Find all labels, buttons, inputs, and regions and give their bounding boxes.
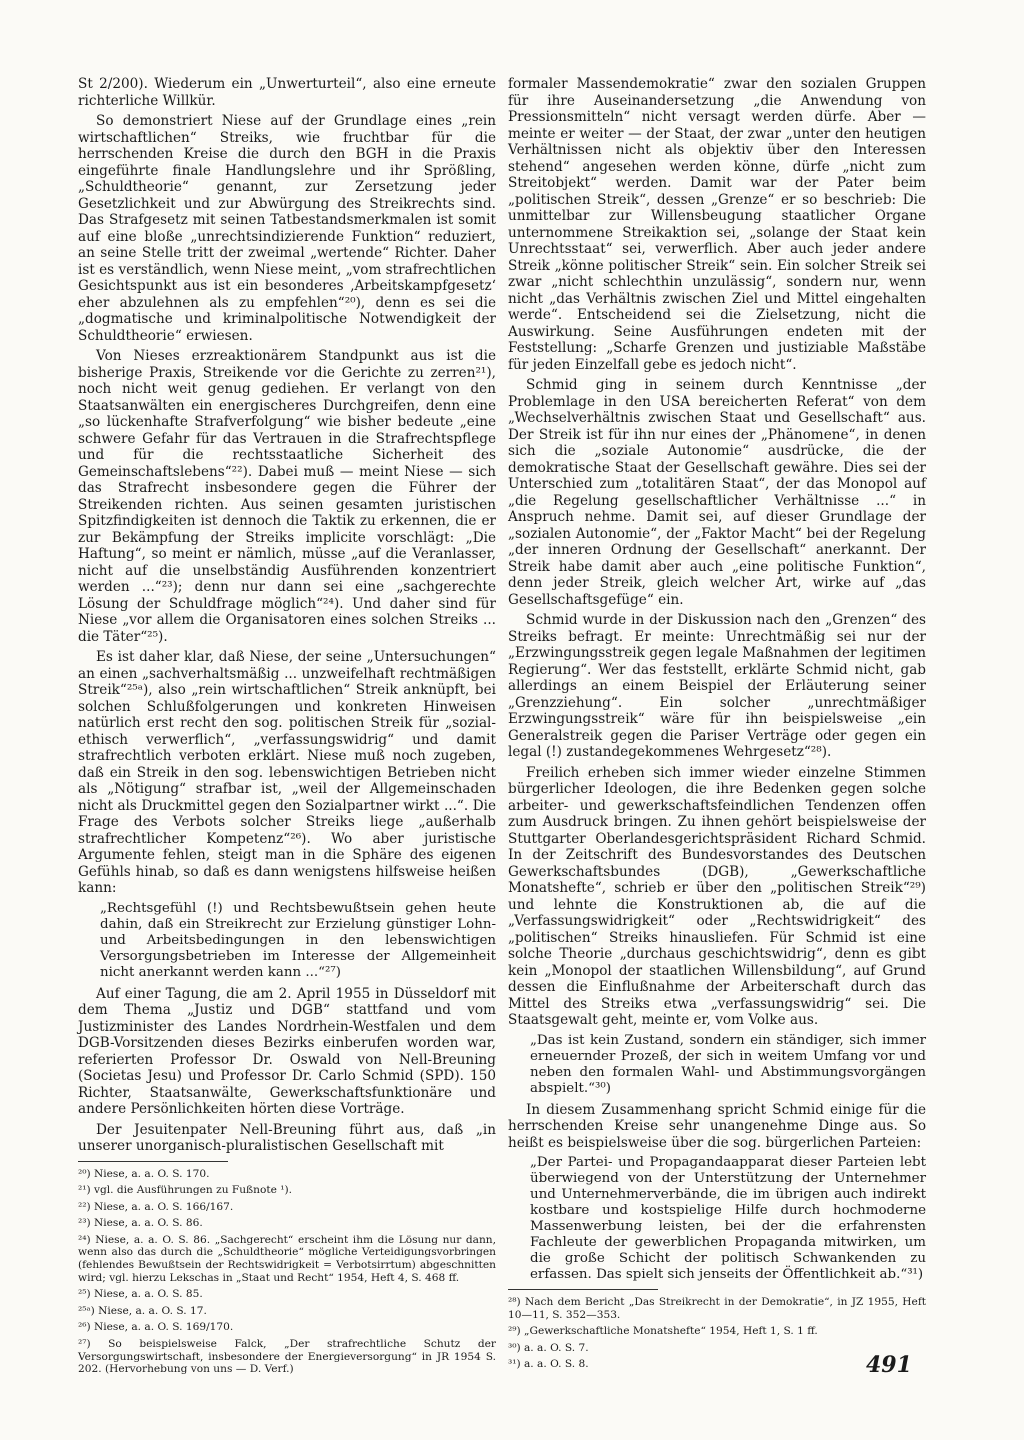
paragraph: In diesem Zusammenhang spricht Schmid einige für die herrschenden Kreise sehr unangenehme Dinge aus. So heißt es beispielsweise über die sog. bürgerlichen Parteien: <box>508 1101 926 1151</box>
footnote: ³¹) a. a. O. S. 8. <box>508 1358 589 1371</box>
paragraph: formaler Massendemokratie“ zwar den sozialen Gruppen für ihre Auseinandersetzung „die Anwendung von Pressionsmitteln“ nicht versagt werden dürfe. Aber — meinte er weiter — der Staat, der zwar „unter den heutigen Verhältnissen nicht als objektiv über den Interessen stehend“ angesehen werden könne, dürfe „nicht zum Streitobjekt“ werden. Damit war der Pater beim „politischen Streik“, dessen „Grenze“ er so beschrieb: Die unmittelbar zur Willensbeugung staatlicher Organe unternommene Streikaktion sei, „solange der Staat kein Unrechtsstaat“ sei, verwerflich. Aber auch jeder andere Streik „könne politischer Streik“ sein. Ein solcher Streik sei zwar „nicht schlechthin unzulässig“, sondern nur, wenn nicht „das Verhältnis zwischen Ziel und Mittel eingehalten werde“. Entscheidend sei die Zielsetzung, nicht die Auswirkung. Seine Ausführungen endeten mit der Feststellung: „Scharfe Grenzen und justiziable Maßstäbe für jeden Einzelfall gebe es jedoch nicht“. <box>508 76 926 373</box>
footnote: ²⁴) Niese, a. a. O. S. 86. „Sachgerecht“ erscheint ihm die Lösung nur dann, wenn also das durch die „Schuldtheorie“ mögliche Verteidigungsvorbringen (fehlendes Bewußtsein der Rechtswidrigkeit = Verbotsirrtum) abgeschnitten wird; vgl. hierzu Lekschas in „Staat und Recht“ 1954, Heft 4, S. 468 ff. <box>78 1233 496 1284</box>
paragraph: St 2/200). Wiederum ein „Unwerturteil“, also eine erneute richterliche Willkür. <box>78 76 496 109</box>
footnote: ²³) Niese, a. a. O. S. 86. <box>78 1217 203 1230</box>
block-quote: „Der Partei- und Propagandaapparat dieser Parteien lebt überwiegend von der Unterstützung der Unternehmer und Unternehmerverbände, die im übrigen auch indirekt kostbare und kostspielige Hilfe durch hochmoderne Massenwerbung leisten, bei der die erfahrensten Fachleute der gewerblichen Propaganda mitwirken, um die große Schicht der politisch Schwankenden zu erfassen. Das spielt sich jenseits der Öffentlichkeit ab.“³¹) <box>530 1155 926 1282</box>
footnote: ²²) Niese, a. a. O. S. 166/167. <box>78 1200 234 1213</box>
footnote: ²⁸) Nach dem Bericht „Das Streikrecht in der Demokratie“, in JZ 1955, Heft 10—11, S. 352—353. <box>508 1296 926 1321</box>
paragraph: Auf einer Tagung, die am 2. April 1955 in Düsseldorf mit dem Thema „Justiz und DGB“ stattfand und vom Justizminister des Landes Nordrhein-Westfalen und dem DGB-Vorsitzenden dieses Bezirks einberufen worden war, referierten Professor Dr. Oswald von Nell-Breuning (Societas Jesu) und Professor Dr. Carlo Schmid (SPD). 150 Richter, Staatsanwälte, Gewerkschaftsfunktionäre und andere Persönlichkeiten hörten diese Vorträge. <box>78 985 496 1117</box>
right-column <box>508 76 926 1375</box>
paragraph: Von Nieses erzreaktionärem Standpunkt aus ist die bisherige Praxis, Streikende vor die Gerichte zu zerren²¹), noch nicht weit genug gediehen. Er verlangt von den Staatsanwälten ein energischeres Durchgreifen, denn eine „so lückenhafte Strafverfolgung“ wie bisher bedeute „eine schwere Gefahr für das Vertrauen in die Strafrechtspflege und für die rechtsstaatliche Sicherheit des Gemeinschaftslebens“²²). Dabei muß — meint Niese — sich das Strafrecht insbesondere gegen die Führer der Streikenden richten. Aus seinen gesamten juristischen Spitzfindigkeiten ist dennoch die Taktik zu erkennen, die er zur Bekämpfung der Streiks implicite vorschlägt: „Die Haftung“, so meint er nämlich, müsse „auf die Veranlasser, nicht auf die unselbständig Ausführenden konzentriert werden ...“²³); denn nur dann sei eine „sachgerechte Lösung der Schuldfrage möglich“²⁴). Und daher sind für Niese „vor allem die Organisatoren eines solchen Streiks ... die Täter“²⁵). <box>78 348 496 645</box>
footnote: ²⁵ᵃ) Niese, a. a. O. S. 17. <box>78 1304 207 1317</box>
paragraph: Schmid wurde in der Diskussion nach den „Grenzen“ des Streiks befragt. Er meinte: Unrechtmäßig sei nur der „Erzwingungsstreik gegen legale Maßnahmen der legitimen Regierung“. Wer das feststellt, erklärte Schmid nicht, gab allerdings an einem Beispiel der Erläuterung seiner „Grenzziehung“. Ein solcher „unrechtmäßiger Erzwingungsstreik“ wäre für ihn beispielsweise „ein Generalstreik gegen die Pariser Verträge oder gegen ein legal (!) zustandegekommenes Wehrgesetz“²⁸). <box>508 612 926 760</box>
footnote-list <box>78 1168 496 1376</box>
left-column <box>78 76 496 1380</box>
page-number: 491 <box>866 1352 912 1378</box>
footnote: ³⁰) a. a. O. S. 7. <box>508 1341 589 1354</box>
paragraph: Es ist daher klar, daß Niese, der seine „Untersuchungen“ an einen „sachverhaltsmäßig ... unzweifelhaft rechtmäßigen Streik“²⁵ᵃ), also „rein wirtschaftlichen“ Streik anknüpft, bei solchen Schlußfolgerungen und konkreten Hinweisen natürlich erst recht den sog. politischen Streik für „sozial-ethisch verwerflich“, „verfassungswidrig“ und damit strafrechtlich verboten erklärt. Niese muß noch zugeben, daß ein Streik in den sog. lebenswichtigen Betrieben nicht als „Nötigung“ strafbar ist, „weil der Allgemeinschaden nicht als Druckmittel gegen den Sozialpartner wirkt ...“. Die Frage des Verbots solcher Streiks liege „außerhalb strafrechtlicher Kompetenz“²⁶). Wo aber juristische Argumente fehlen, steigt man in die Sphäre des eigenen Gefühls hinab, so daß es dann wenigstens hilfsweise heißen kann: <box>78 649 496 896</box>
footnote-divider <box>78 1161 228 1162</box>
footnote: ²⁶) Niese, a. a. O. S. 169/170. <box>78 1321 234 1334</box>
paragraph: Der Jesuitenpater Nell-Breuning führt aus, daß „in unserer unorganisch-pluralistischen Gesellschaft mit <box>78 1121 496 1154</box>
block-quote: „Das ist kein Zustand, sondern ein ständiger, sich immer erneuernder Prozeß, der sich in weitem Umfang vor und neben den formalen Wahl- und Abstimmungsvorgängen abspielt.“³⁰) <box>530 1032 926 1096</box>
paragraph: Freilich erheben sich immer wieder einzelne Stimmen bürgerlicher Ideologen, die ihre Bedenken gegen solche arbeiter- und gewerkschaftsfeindlichen Tendenzen offen zum Ausdruck bringen. Zu ihnen gehört beispielsweise der Stuttgarter Oberlandesgerichtspräsident Richard Schmid. In der Zeitschrift des Bundesvorstandes des Deutschen Gewerkschaftsbundes (DGB), „Gewerkschaftliche Monatshefte“, schrieb er über den „politischen Streik“²⁹) und lehnte die Konstruktionen ab, die auf die „Verfassungswidrigkeit“ oder „Rechtswidrigkeit“ des „politischen“ Streiks hinausliefen. Für Schmid ist eine solche Theorie „durchaus geschichtswidrig“, denn es gibt kein „Monopol der staatlichen Willensbildung“, auf Grund dessen die Einflußnahme der Arbeiterschaft durch das Mittel des Streiks etwa „verfassungswidrig“ sei. Die Staatsgewalt geht, meinte er, vom Volke aus. <box>508 764 926 1028</box>
block-quote: „Rechtsgefühl (!) und Rechtsbewußtsein gehen heute dahin, daß ein Streikrecht zur Erzielung günstiger Lohn- und Arbeitsbedingungen in den lebenswichtigen Versorgungsbetrieben im Interesse der Allgemeinheit nicht anerkannt werden kann ...“²⁷) <box>100 900 496 980</box>
footnote-list <box>508 1296 926 1371</box>
paragraph: Schmid ging in seinem durch Kenntnisse „der Problemlage in den USA bereicherten Referat“ von dem „Wechselverhältnis zwischen Staat und Gesellschaft“ aus. Der Streik ist für ihn nur eines der „Phänomene“, in denen sich die „soziale Autonomie“ ausdrücke, die der demokratische Staat der Gesellschaft gewähre. Dies sei der Unterschied zum „totalitären Staat“, der das Monopol auf „die Regelung gesellschaftlicher Verhältnisse ...“ in Anspruch nehme. Damit sei, auf dieser Grundlage der „sozialen Autonomie“, der „Faktor Macht“ bei der Regelung „der inneren Ordnung der Gesellschaft“ anerkannt. Der Streik habe damit aber auch „eine politische Funktion“, denn jeder Streik, gleich welcher Art, wirke auf „das Gesellschaftsgefüge“ ein. <box>508 377 926 608</box>
footnote-divider <box>508 1289 658 1290</box>
footnote: ²⁷) So beispielsweise Falck, „Der strafrechtliche Schutz der Versorgungswirtschaft, insbesondere der Energieversorgung“ in JR 1954 S. 202. (Hervorhebung von uns — D. Verf.) <box>78 1338 496 1376</box>
paragraph: So demonstriert Niese auf der Grundlage eines „rein wirtschaftlichen“ Streiks, wie fruchtbar für die herrschenden Kreise die durch den BGH in die Praxis eingeführte finale Handlungslehre und ihr Sprößling, „Schuldtheorie“ genannt, zur Zersetzung jeder Gesetzlichkeit und zur Abwürgung des Streikrechts sind. Das Strafgesetz mit seinen Tatbestandsmerkmalen ist somit auf eine bloße „unrechtsindizierende Funktion“ reduziert, an seine Stelle tritt der zweimal „wertende“ Richter. Daher ist es verständlich, wenn Niese meint, „vom strafrechtlichen Gesichtspunkt aus ist ein besonderes ‚Arbeitskampfgesetz‘ eher abzulehnen als zu empfehlen“²⁰), denn es sei die „dogmatische und kriminalpolitische Notwendigkeit der Schuldtheorie“ erwiesen. <box>78 113 496 344</box>
footnote: ²⁰) Niese, a. a. O. S. 170. <box>78 1167 210 1180</box>
footnote: ²⁹) „Gewerkschaftliche Monatshefte“ 1954, Heft 1, S. 1 ff. <box>508 1325 818 1338</box>
footnote: ²¹) vgl. die Ausführungen zu Fußnote ¹). <box>78 1184 292 1197</box>
footnote: ²⁵) Niese, a. a. O. S. 85. <box>78 1288 203 1301</box>
